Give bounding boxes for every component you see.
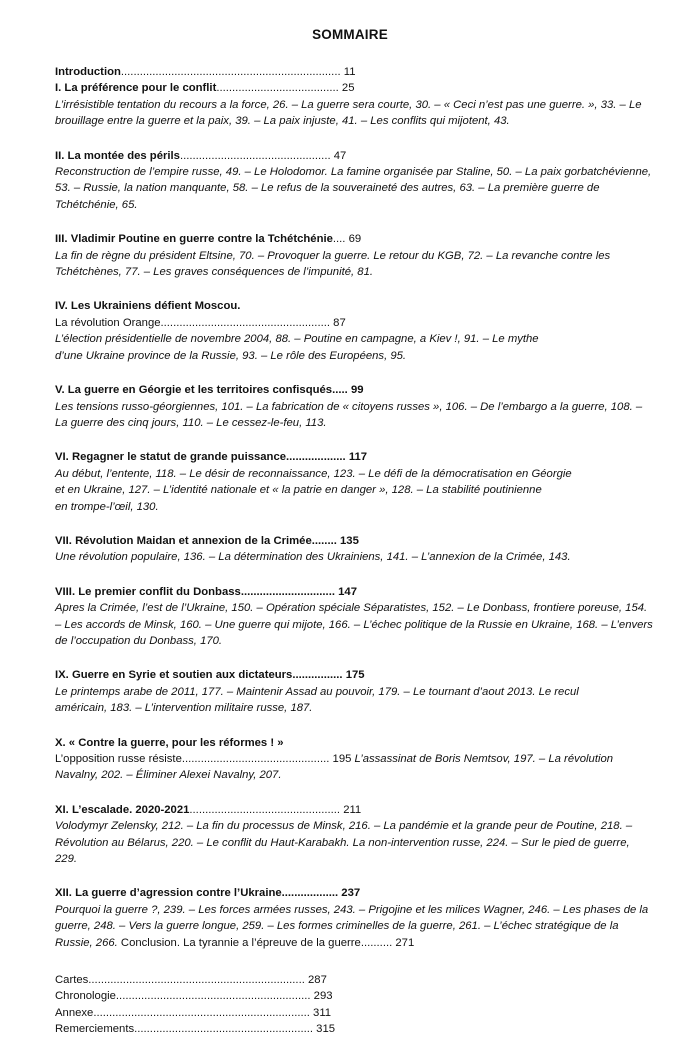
toc-subentries: – Les accords de Minsk, 160. – Une guerre qui mijote, 166. – L’échec politique de la Russie en Ukraine, 168. – L’envers [55, 618, 653, 631]
toc-leader: .............................. [240, 585, 335, 598]
toc-section-6 [55, 449, 685, 515]
toc-section-5 [55, 382, 685, 431]
toc-page-number: 135 [340, 534, 359, 547]
toc-leader: ........ [311, 534, 337, 547]
toc-entry-title: Annexe [55, 1006, 94, 1019]
toc-page-number: 211 [343, 803, 362, 816]
toc-page-number: 311 [313, 1006, 332, 1019]
toc-entry-title: III. Vladimir Poutine en guerre contre la Tchétchénie [55, 233, 333, 246]
toc-subentries: et en Ukraine, 127. – L’identité nationale et « la patrie en danger », 128. – La stabilité poutinienne [55, 484, 542, 497]
toc-entry [55, 667, 685, 683]
toc-entry [55, 1005, 685, 1021]
toc-page-number: 195 [332, 753, 352, 765]
toc-page-number: 47 [333, 149, 347, 162]
toc-page-number: 99 [350, 384, 364, 397]
toc-entry [55, 972, 685, 988]
toc-subentries: Pourquoi la guerre ?, 239. – Les forces armées russes, 243. – Prigojine et les milices Wagner, 246. – Les phases de la [55, 903, 649, 916]
toc-subentries: Au début, l’entente, 118. – Le désir de reconnaissance, 123. – Le défi de la démocratisation en Géorgie [55, 467, 572, 480]
toc-entry-title: II. La montée des périls [55, 149, 180, 162]
toc-subentries: La fin de règne du président Eltsine, 70. – Provoquer la guerre. Le retour du KGB, 72. – La revanche contre les [55, 249, 611, 262]
toc-page-number: 237 [341, 887, 361, 900]
toc-leader: ......................................................... [134, 1023, 314, 1036]
toc-leader: ............................................... [181, 753, 330, 765]
toc-leader: ................ [292, 669, 343, 682]
page-title: SOMMAIRE [312, 27, 388, 42]
toc-page-number: 271 [395, 936, 415, 949]
toc-entry [55, 231, 685, 247]
toc-page-number: 315 [316, 1023, 336, 1036]
toc-entry [55, 382, 685, 398]
toc-subentries: en trompe-l’œil, 130. [55, 500, 159, 513]
toc-leader: .............................................................. [115, 990, 311, 1003]
toc-subentries: L’élection présidentielle de novembre 2004, 88. – Poutine en campagne, a Kiev !, 91. – Le mythe [55, 333, 539, 346]
toc-subentries: Le printemps arabe de 2011, 177. – Maintenir Assad au pouvoir, 179. – Le tournant d’aout 2013. Le recul [55, 685, 579, 698]
toc-page-number: 11 [343, 66, 356, 78]
toc-section-10 [55, 735, 685, 784]
toc-leader: ................................................ [179, 149, 331, 162]
toc-subentries: américain, 183. – L’intervention militaire russe, 187. [55, 702, 313, 715]
toc-subentries: brouillage entre la guerre et la paix, 39. – La paix injuste, 41. – Les conflits qui mijotent, 43. [55, 115, 510, 128]
toc-subentries: L’assassinat de Boris Nemtsov, 197. – La révolution [354, 753, 614, 765]
toc-leader: ..................................................................... [93, 1006, 310, 1019]
toc-page-number: 117 [348, 451, 368, 464]
toc-subentries: 229. [55, 853, 77, 866]
toc-section-9 [55, 667, 685, 716]
toc-entry [55, 315, 685, 331]
toc-leader: ....................................... [216, 82, 339, 95]
toc-entry-title: IV. Les Ukrainiens défient Moscou. [55, 300, 241, 313]
toc-section-12 [55, 885, 685, 951]
toc-page-number: 175 [345, 669, 365, 682]
toc-entry-title: IX. Guerre en Syrie et soutien aux dictateurs [55, 669, 293, 682]
toc-entry [55, 935, 685, 951]
toc-subentries: de l’occupation du Donbass, 170. [55, 634, 223, 647]
toc-subentries: Les tensions russo-géorgiennes, 101. – La fabrication de « citoyens russes », 106. – De l’embargo a la guerre, 108. – [55, 400, 643, 413]
toc-leader: ..... [332, 384, 348, 397]
toc-entry-title: I. La préférence pour le conflit [55, 82, 217, 95]
toc-entry [55, 449, 685, 465]
toc-entry-title: VII. Révolution Maidan et annexion de la Crimée [55, 534, 312, 547]
toc-subentries: Révolution au Bélarus, 220. – Le conflit du Haut-Karabakh. La non-intervention russe, 224. – Sur le pied de guerre, [55, 836, 630, 849]
toc-subentries: Tchétchénie, 65. [55, 198, 138, 211]
toc-leader: .................. [281, 887, 339, 900]
toc-entry-title: Introduction [55, 66, 121, 78]
toc-leader: ...................................................... [160, 316, 331, 329]
toc-section-11 [55, 802, 685, 868]
toc-entry [55, 64, 685, 80]
toc-back-matter [55, 972, 685, 1038]
toc-page-number: 25 [341, 82, 355, 95]
toc-section-8 [55, 584, 685, 650]
toc-entry [55, 885, 685, 901]
toc-section-7 [55, 533, 685, 566]
toc-entry-title: X. « Contre la guerre, pour les réformes ! » [55, 736, 284, 749]
toc-page-number: 87 [333, 316, 346, 329]
toc-entry [55, 988, 685, 1004]
toc-subentries: Apres la Crimée, l’est de l’Ukraine, 150. – Opération spéciale Séparatistes, 152. – Le Donbass, frontiere poreuse, 154. [55, 602, 648, 615]
toc-entry [55, 148, 685, 164]
toc-leader: .... [332, 233, 346, 246]
toc-subentries: L’irrésistible tentation du recours a la force, 26. – La guerre sera courte, 30. – « Ceci n’est pas une guerre. », 33. – Le [55, 98, 642, 111]
toc-section-introduction [55, 64, 685, 130]
toc-page-number: 69 [348, 233, 362, 246]
toc-subentries: Tchétchènes, 77. – Les graves conséquences de l’impunité, 81. [55, 266, 373, 279]
toc-subentries: 53. – Russie, la nation manquante, 58. – Le refus de la souveraineté des autres, 63. – La première guerre de [55, 182, 600, 195]
toc-subentries: Une révolution populaire, 136. – La détermination des Ukrainiens, 141. – L’annexion de la Crimée, 143. [55, 551, 571, 564]
toc-entry-title: Chronologie [55, 990, 116, 1003]
toc-entry-title: VI. Regagner le statut de grande puissance [55, 451, 287, 464]
toc-entry [55, 751, 685, 767]
toc-leader: ...................................................................... [120, 66, 341, 78]
toc-subentries: Navalny, 202. – Éliminer Alexei Navalny, 207. [55, 769, 282, 782]
toc-entry [55, 1021, 685, 1037]
toc-entry [55, 533, 685, 549]
toc-section-4 [55, 298, 685, 364]
toc-subentries: Volodymyr Zelensky, 212. – La fin du processus de Minsk, 216. – La pandémie et la grande peur de Poutine, 218. – [55, 820, 633, 833]
toc-entry-subtitle: La révolution Orange [55, 316, 161, 329]
toc-subentries: d’une Ukraine province de la Russie, 93. – Le rôle des Européens, 95. [55, 349, 407, 362]
toc-subentries: Reconstruction de l’empire russe, 49. – Le Holodomor. La famine organisée par Staline, 50. – La paix gorbatchévienne, [55, 166, 652, 179]
toc-entry-title: V. La guerre en Géorgie et les territoires confisqués [55, 384, 333, 397]
toc-entry-title: Conclusion. La tyrannie a l’épreuve de la guerre [117, 936, 361, 949]
toc-entry-title: Remerciements [55, 1023, 135, 1036]
toc-leader: ................................................ [189, 803, 341, 816]
table-of-contents [55, 64, 685, 1038]
toc-section-3 [55, 231, 685, 280]
toc-leader: .......... [360, 936, 393, 949]
toc-page-number: 287 [308, 974, 327, 987]
toc-leader: ................... [286, 451, 346, 464]
toc-page-number: 147 [338, 585, 357, 598]
toc-entry-title: Cartes [55, 974, 89, 987]
toc-entry [55, 80, 685, 96]
toc-entry-title: XI. L’escalade. 2020-2021 [55, 803, 190, 816]
toc-subentries: guerre, 248. – Vers la guerre longue, 259. – Les formes criminelles de la guerre, 261. – L’échec stratégique de la [55, 920, 619, 933]
toc-page-number: 293 [313, 990, 333, 1003]
toc-entry [55, 802, 685, 818]
toc-subentries: Russie, 266. [55, 936, 118, 949]
toc-section-2 [55, 148, 685, 214]
toc-entry-title: VIII. Le premier conflit du Donbass [55, 585, 241, 598]
toc-entry [55, 584, 685, 600]
toc-entry-subtitle: L’opposition russe résiste [55, 753, 182, 765]
toc-entry-title: XII. La guerre d’agression contre l’Ukraine [55, 887, 282, 900]
toc-subentries: La guerre des cinq jours, 110. – Le cessez-le-feu, 113. [55, 416, 327, 429]
toc-leader: ..................................................................... [88, 974, 305, 987]
